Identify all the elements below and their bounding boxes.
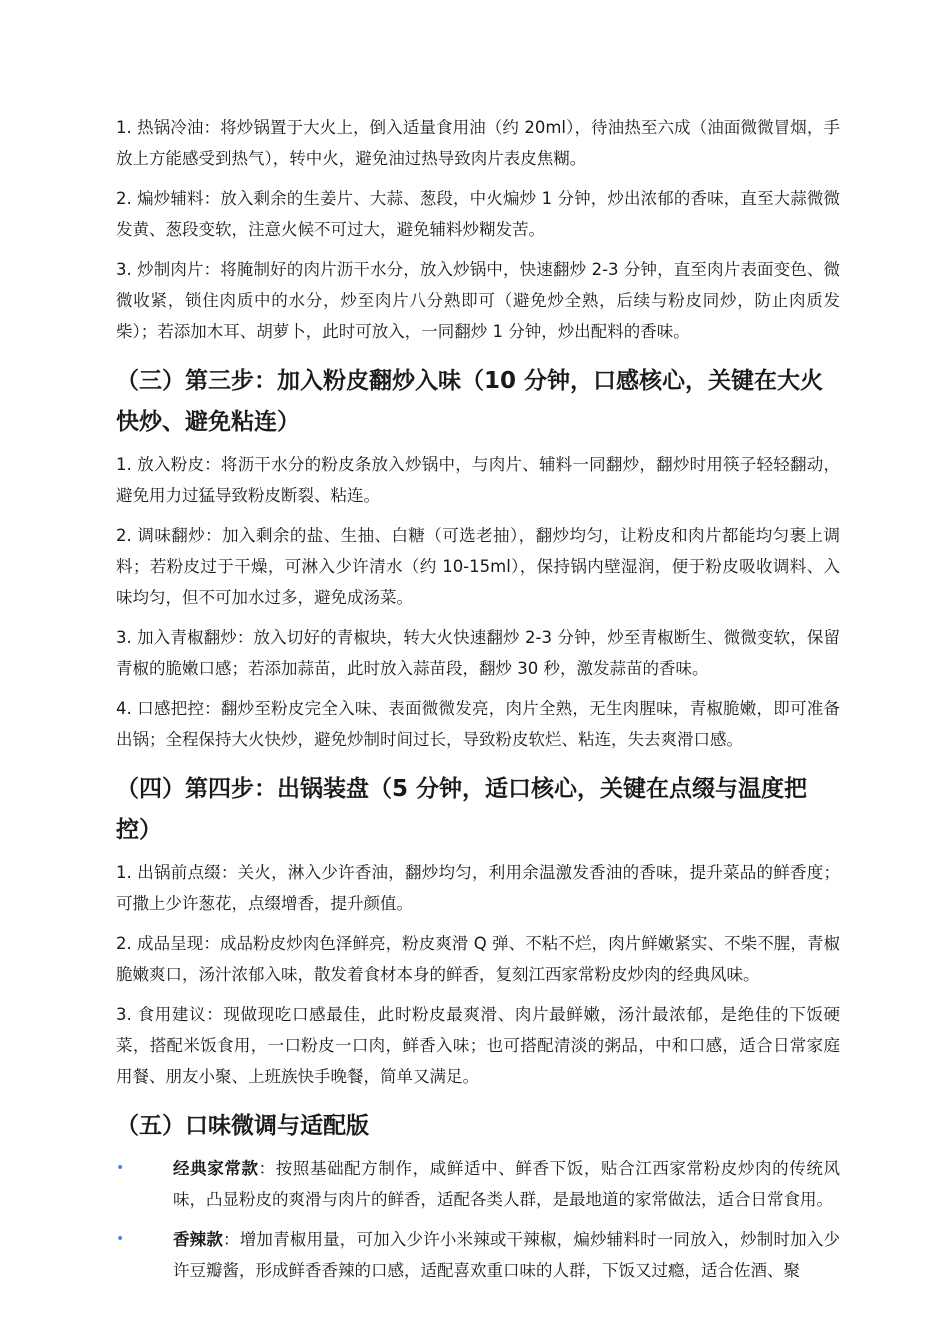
- step4-item-2: 2. 成品呈现：成品粉皮炒肉色泽鲜亮，粉皮爽滑 Q 弹、不粘不烂，肉片鲜嫩紧实、不柴不腥，青椒脆嫩爽口，汤汁浓郁入味，散发着食材本身的鲜香，复刻江西家常粉皮炒肉的经典风味。: [116, 934, 840, 984]
- step3-item-3: 3. 加入青椒翻炒：放入切好的青椒块，转大火快速翻炒 2-3 分钟，炒至青椒断生、微微变软，保留青椒的脆嫩口感；若添加蒜苗，此时放入蒜苗段，翻炒 30 秒，激发蒜苗的香味。: [116, 628, 840, 678]
- step2-item-3: 3. 炒制肉片：将腌制好的肉片沥干水分，放入炒锅中，快速翻炒 2-3 分钟，直至肉片表面变色、微微收紧，锁住肉质中的水分，炒至肉片八分熟即可（避免炒全熟，后续与粉皮同炒，防止肉质发柴）；若添加木耳、胡萝卜，此时可放入，一同翻炒 1 分钟，炒出配料的香味。: [116, 260, 840, 341]
- step4-heading: （四）第四步：出锅装盘（5 分钟，适口核心，关键在点缀与温度把控）: [116, 776, 808, 843]
- step3-heading: （三）第三步：加入粉皮翻炒入味（10 分钟，口感核心，关键在大火快炒、避免粘连）: [116, 368, 824, 435]
- step3-item-2: 2. 调味翻炒：加入剩余的盐、生抽、白糖（可选老抽），翻炒均匀，让粉皮和肉片都能均匀裹上调料；若粉皮过于干燥，可淋入少许清水（约 10-15ml），保持锅内壁湿润，便于粉皮吸收调料、入味均匀，但不可加水过多，避免成汤菜。: [116, 526, 840, 607]
- bullet-text: ：增加青椒用量，可加入少许小米辣或干辣椒，煸炒辅料时一同放入，炒制时加入少许豆瓣酱，形成鲜香香辣的口感，适配喜欢重口味的人群，下饭又过瘾，适合佐酒、聚: [173, 1230, 841, 1280]
- bullet-item: [116, 1224, 840, 1286]
- step2-item-2: 2. 煸炒辅料：放入剩余的生姜片、大蒜、葱段，中火煸炒 1 分钟，炒出浓郁的香味，直至大蒜微微发黄、葱段变软，注意火候不可过大，避免辅料炒糊发苦。: [116, 189, 840, 239]
- bullet-term: 香辣款: [173, 1230, 224, 1249]
- step4-item-1: 1. 出锅前点缀：关火，淋入少许香油，翻炒均匀，利用余温激发香油的香味，提升菜品的鲜香度；可撒上少许葱花，点缀增香，提升颜值。: [116, 863, 840, 913]
- step3-item-4: 4. 口感把控：翻炒至粉皮完全入味、表面微微发亮，肉片全熟，无生肉腥味，青椒脆嫩，即可准备出锅；全程保持大火快炒，避免炒制时间过长，导致粉皮软烂、粘连，失去爽滑口感。: [116, 699, 840, 749]
- bullet-dot-icon: •: [116, 1160, 125, 1176]
- bullet-text: ：按照基础配方制作，咸鲜适中、鲜香下饭，贴合江西家常粉皮炒肉的传统风味，凸显粉皮的爽滑与肉片的鲜香，适配各类人群，是最地道的家常做法，适合日常食用。: [173, 1159, 841, 1209]
- step4-item-3: 3. 食用建议：现做现吃口感最佳，此时粉皮最爽滑、肉片最鲜嫩，汤汁最浓郁，是绝佳的下饭硬菜，搭配米饭食用，一口粉皮一口肉，鲜香入味；也可搭配清淡的粥品，中和口感，适合日常家庭用餐、朋友小聚、上班族快手晚餐，简单又满足。: [116, 1005, 840, 1086]
- step2-item-1: 1. 热锅冷油：将炒锅置于大火上，倒入适量食用油（约 20ml），待油热至六成（油面微微冒烟，手放上方能感受到热气），转中火，避免油过热导致肉片表皮焦糊。: [116, 118, 840, 168]
- document-page: [116, 112, 840, 1295]
- step3-item-1: 1. 放入粉皮：将沥干水分的粉皮条放入炒锅中，与肉片、辅料一同翻炒，翻炒时用筷子轻轻翻动，避免用力过猛导致粉皮断裂、粘连。: [116, 455, 840, 505]
- bullet-term: 经典家常款: [173, 1159, 259, 1178]
- step5-heading: （五）口味微调与适配版: [116, 1113, 369, 1139]
- bullet-item: [116, 1153, 840, 1215]
- bullet-dot-icon: •: [116, 1231, 125, 1247]
